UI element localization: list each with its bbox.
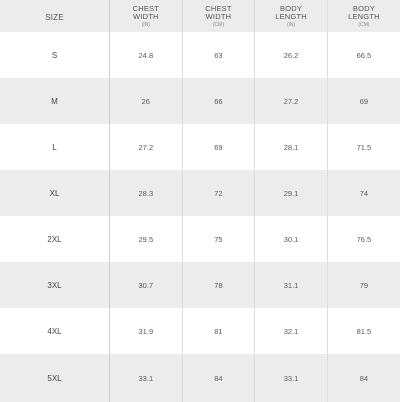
table-row (0, 170, 400, 216)
body-length-cm-cell: 74 (327, 170, 400, 216)
table-row (0, 262, 400, 308)
body-length-in-cell: 30.1 (255, 216, 328, 262)
table-row (0, 216, 400, 262)
size-cell: XL (0, 170, 110, 216)
table-row (0, 32, 400, 78)
body-length-cm-cell: 84 (327, 354, 400, 402)
chest-width-cm-cell: 81 (182, 308, 255, 354)
header-chest-width-cm-line2: WIDTH (205, 11, 232, 21)
header-body-length-in-unit: (IN) (286, 21, 296, 28)
body-length-cm-cell: 66.5 (327, 32, 400, 78)
body-length-cm-cell: 79 (327, 262, 400, 308)
size-cell: S (0, 32, 110, 78)
size-chart-header (0, 0, 400, 32)
chest-width-cm-cell: 66 (182, 78, 255, 124)
chest-width-in-cell: 24.8 (110, 32, 183, 78)
body-length-in-cell: 32.1 (255, 308, 328, 354)
body-length-cm-cell: 76.5 (327, 216, 400, 262)
size-cell: 4XL (0, 308, 110, 354)
header-body-length-cm-line2: LENGTH (348, 11, 380, 21)
table-row (0, 354, 400, 402)
chest-width-in-cell: 26 (110, 78, 183, 124)
header-body-length-in (255, 0, 328, 32)
size-cell: M (0, 78, 110, 124)
chest-width-cm-cell: 69 (182, 124, 255, 170)
body-length-cm-cell: 81.5 (327, 308, 400, 354)
size-cell: 2XL (0, 216, 110, 262)
header-chest-width-cm (182, 0, 255, 32)
body-length-in-cell: 28.1 (255, 124, 328, 170)
body-length-in-cell: 27.2 (255, 78, 328, 124)
body-length-in-cell: 33.1 (255, 354, 328, 402)
header-size-label: SIZE (45, 13, 64, 22)
header-row (0, 0, 400, 32)
header-size (0, 0, 110, 32)
header-chest-width-cm-unit: (CM) (212, 21, 224, 28)
header-body-length-cm (327, 0, 400, 32)
header-body-length-cm-line1: BODY (352, 3, 375, 13)
chest-width-cm-cell: 72 (182, 170, 255, 216)
chest-width-in-cell: 30.7 (110, 262, 183, 308)
header-chest-width-in (110, 0, 183, 32)
body-length-in-cell: 26.2 (255, 32, 328, 78)
body-length-cm-cell: 71.5 (327, 124, 400, 170)
table-row (0, 308, 400, 354)
body-length-in-cell: 29.1 (255, 170, 328, 216)
size-chart-body (0, 32, 400, 402)
header-chest-width-in-line1: CHEST (132, 3, 160, 13)
body-length-in-cell: 31.1 (255, 262, 328, 308)
chest-width-in-cell: 29.5 (110, 216, 183, 262)
chest-width-in-cell: 27.2 (110, 124, 183, 170)
table-row (0, 78, 400, 124)
size-cell: 3XL (0, 262, 110, 308)
header-chest-width-in-line2: WIDTH (133, 11, 159, 21)
chest-width-cm-cell: 78 (182, 262, 255, 308)
header-body-length-in-line1: BODY (280, 3, 303, 13)
size-cell: 5XL (0, 354, 110, 402)
header-chest-width-cm-line1: CHEST (205, 3, 232, 13)
header-body-length-in-line2: LENGTH (275, 11, 307, 21)
header-body-length-cm-unit: (CM) (358, 21, 370, 28)
body-length-cm-cell: 69 (327, 78, 400, 124)
chest-width-in-cell: 33.1 (110, 354, 183, 402)
chest-width-cm-cell: 84 (182, 354, 255, 402)
size-cell: L (0, 124, 110, 170)
chest-width-cm-cell: 63 (182, 32, 255, 78)
header-chest-width-in-unit: (IN) (141, 21, 150, 28)
chest-width-in-cell: 31.9 (110, 308, 183, 354)
chest-width-cm-cell: 75 (182, 216, 255, 262)
table-row (0, 124, 400, 170)
chest-width-in-cell: 28.3 (110, 170, 183, 216)
